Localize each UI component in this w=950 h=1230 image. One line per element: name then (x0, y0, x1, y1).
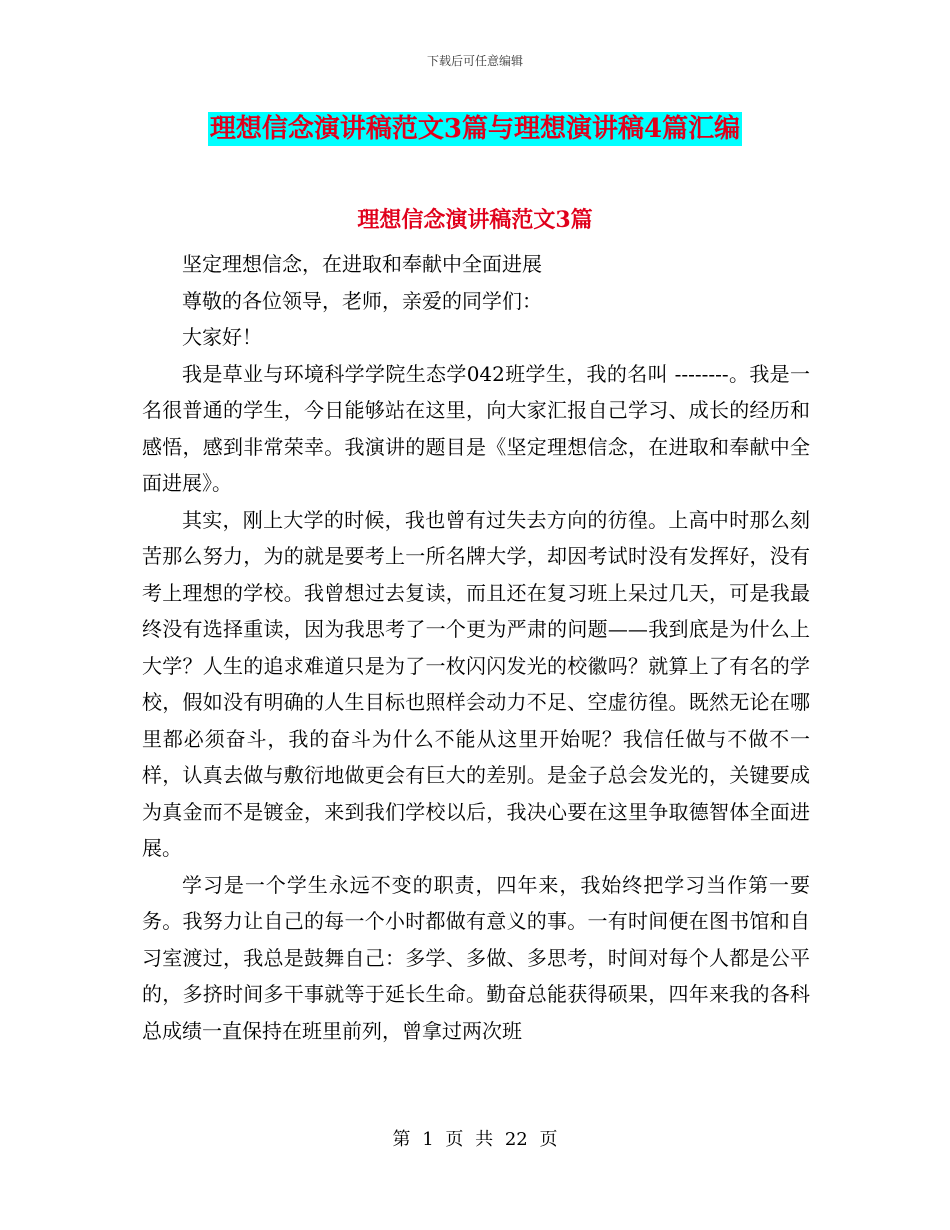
paragraph: 其实，刚上大学的时候，我也曾有过失去方向的彷徨。上高中时那么刻苦那么努力，为的就是要考上一所名牌大学，却因考试时没有发挥好，没有考上理想的学校。我曾想过去复读，而且还在复习班上呆过几天，可是我最终没有选择重读，因为我思考了一个更为严肃的问题——我到底是为什么上大学？人生的追求难道只是为了一枚闪闪发光的校徽吗？就算上了有名的学校，假如没有明确的人生目标也照样会动力不足、空虚彷徨。既然无论在哪里都必须奋斗，我的奋斗为什么不能从这里开始呢？我信任做与不做不一样，认真去做与敷衍地做更会有巨大的差别。是金子总会发光的，关键要成为真金而不是镀金，来到我们学校以后，我决心要在这里争取德智体全面进展。 (142, 507, 810, 860)
paragraph: 坚定理想信念，在进取和奉献中全面进展 (182, 252, 542, 276)
document-body (142, 246, 810, 1049)
section-subtitle: 理想信念演讲稿范文3篇 (357, 207, 593, 233)
paragraph: 尊敬的各位领导，老师，亲爱的同学们： (182, 288, 542, 313)
page-footer-number: 第 1 页 共 22 页 (392, 1129, 558, 1150)
page-header-note: 下载后可任意编辑 (426, 54, 523, 68)
document-title (0, 112, 950, 146)
paragraph: 我是草业与环境科学学院生态学042班学生，我的名叫 --------。我是一名很普通的学生，今日能够站在这里，向大家汇报自己学习、成长的经历和感悟，感到非常荣幸。我演讲的题目是《坚定理想信念，在进取和奉献中全面进展》。 (142, 361, 810, 495)
paragraph: 学习是一个学生永远不变的职责，四年来，我始终把学习当作第一要务。我努力让自己的每一个小时都做有意义的事。一有时间便在图书馆和自习室渡过，我总是鼓舞自己：多学、多做、多思考，时间对每个人都是公平的，多挤时间多干事就等于延长生命。勤奋总能获得硕果，四年来我的各科总成绩一直保持在班里前列，曾拿过两次班 (142, 872, 810, 1043)
document-title-text: 理想信念演讲稿范文3篇与理想演讲稿4篇汇编 (209, 114, 741, 144)
paragraph: 大家好！ (182, 325, 262, 349)
